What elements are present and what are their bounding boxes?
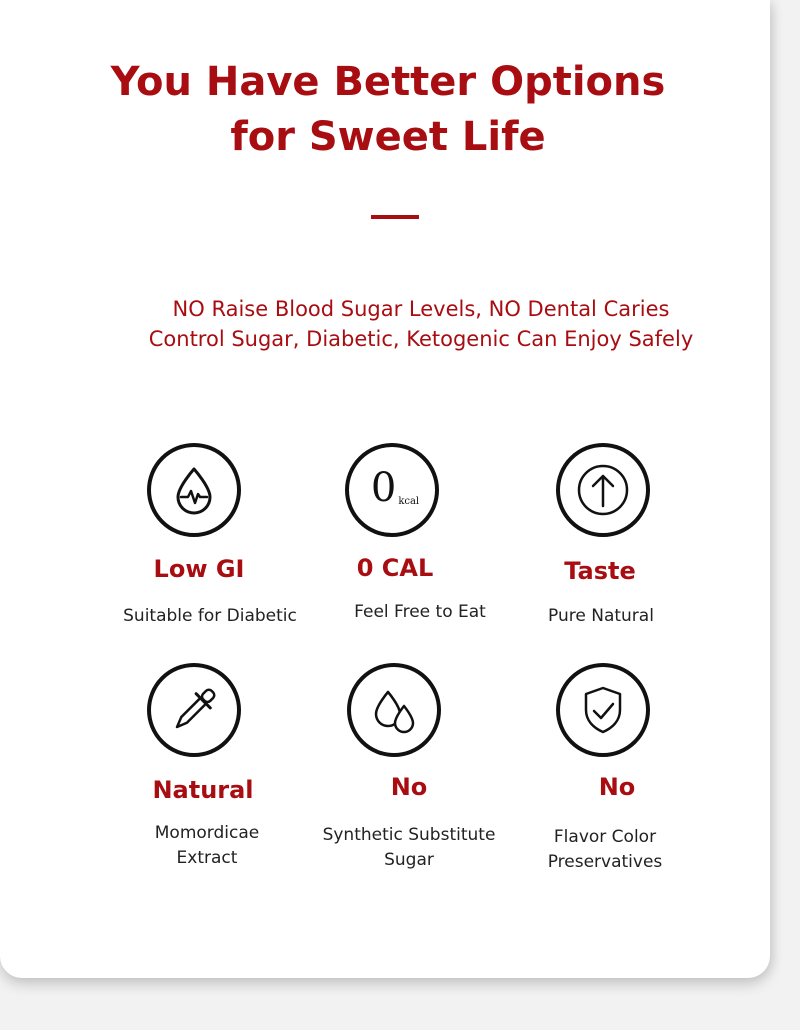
title-divider — [371, 215, 419, 219]
title-line-1: You Have Better Options — [110, 59, 666, 105]
subtitle — [0, 294, 800, 354]
feature-desc-line-1: Synthetic Substitute — [322, 825, 496, 845]
feature-title: Low GI — [153, 555, 245, 583]
feature-desc-line-1: Feel Free to Eat — [354, 602, 486, 622]
feature-title: No — [390, 773, 428, 801]
zero-number: 0 — [370, 465, 397, 511]
feature-desc-line-1: Suitable for Diabetic — [123, 606, 297, 626]
feature-title: Taste — [564, 557, 636, 585]
title-line-2: for Sweet Life — [230, 114, 546, 160]
shield-check-icon — [556, 663, 650, 757]
feature-title: 0 CAL — [356, 554, 434, 582]
page-title — [0, 55, 776, 165]
feature-desc-line-1: Flavor Color — [553, 827, 657, 847]
water-drops-icon — [347, 663, 441, 757]
feature-title: Natural — [152, 776, 254, 804]
arrow-up-circle-icon — [556, 443, 650, 537]
feature-description — [90, 604, 330, 629]
feature-desc-line-2: Extract — [176, 848, 238, 868]
water-drop-heartbeat-icon — [147, 443, 241, 537]
feature-description — [481, 604, 721, 629]
subtitle-line-1: NO Raise Blood Sugar Levels, NO Dental Caries — [172, 297, 670, 321]
kcal-unit: kcal — [398, 495, 420, 507]
feature-description — [485, 825, 725, 875]
feature-desc-line-1: Pure Natural — [548, 606, 654, 626]
subtitle-line-2: Control Sugar, Diabetic, Ketogenic Can Enjoy Safely — [148, 327, 694, 351]
zero-kcal-icon — [345, 443, 439, 537]
feature-desc-line-2: Sugar — [384, 850, 434, 870]
feature-desc-line-1: Momordicae — [154, 823, 260, 843]
feature-title: No — [598, 773, 636, 801]
feature-desc-line-2: Preservatives — [547, 852, 663, 872]
dropper-icon — [147, 663, 241, 757]
